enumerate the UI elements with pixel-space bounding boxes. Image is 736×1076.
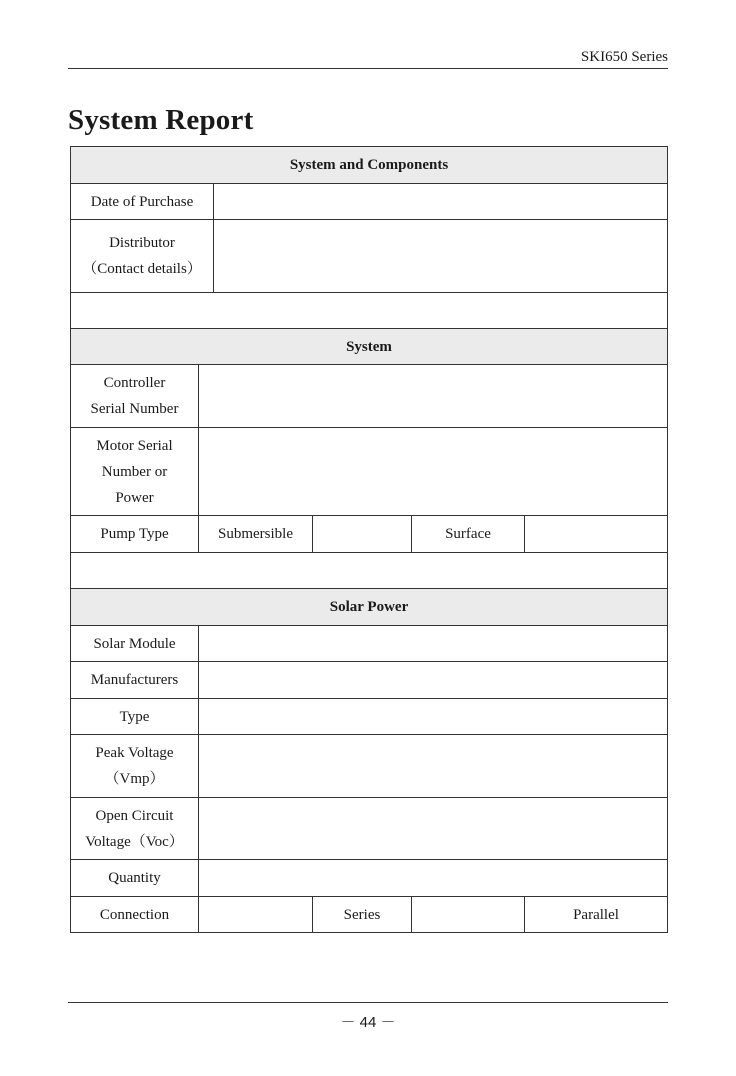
parallel-label: Parallel	[525, 897, 668, 933]
peak-voltage-label	[71, 735, 199, 798]
header-divider	[68, 68, 668, 69]
solar-module-label: Solar Module	[71, 626, 199, 662]
open-circuit-field[interactable]	[199, 798, 668, 860]
quantity-field[interactable]	[199, 860, 668, 897]
manufacturers-field[interactable]	[199, 662, 668, 699]
pump-option-surface: Surface	[412, 516, 525, 553]
series-label: Series	[313, 897, 412, 933]
distributor-field[interactable]	[214, 220, 668, 293]
distributor-label-line2: （Contact details）	[82, 261, 202, 277]
controller-label-line2: Serial Number	[90, 401, 179, 417]
spacer-row	[71, 553, 668, 589]
pump-type-label: Pump Type	[71, 516, 199, 553]
system-report-table	[70, 146, 668, 933]
section-heading-solar: Solar Power	[71, 589, 668, 626]
date-of-purchase-label: Date of Purchase	[71, 184, 214, 220]
pump-submersible-field[interactable]	[313, 516, 412, 553]
spacer-row	[71, 293, 668, 329]
motor-serial-field[interactable]	[199, 428, 668, 516]
manufacturers-label: Manufacturers	[71, 662, 199, 699]
open-circuit-label	[71, 798, 199, 860]
date-of-purchase-field[interactable]	[214, 184, 668, 220]
page-title: System Report	[68, 104, 254, 136]
section-heading-components: System and Components	[71, 147, 668, 184]
pump-surface-field[interactable]	[525, 516, 668, 553]
controller-label-line1: Controller	[103, 375, 166, 391]
peak-voltage-line1: Peak Voltage	[95, 745, 174, 761]
quantity-label: Quantity	[71, 860, 199, 897]
distributor-label-line1: Distributor	[109, 235, 175, 251]
page-number: － 44 －	[340, 1014, 396, 1031]
distributor-label	[71, 220, 214, 293]
motor-serial-label	[71, 428, 199, 516]
connection-series-field[interactable]	[199, 897, 313, 933]
motor-label-line2: Number or	[101, 463, 168, 480]
footer-divider	[68, 1002, 668, 1003]
header-series-label: SKI650 Series	[580, 49, 668, 65]
connection-label: Connection	[71, 897, 199, 933]
open-circuit-line1: Open Circuit	[95, 807, 174, 824]
motor-label-line1: Motor Serial	[96, 437, 173, 454]
connection-parallel-field[interactable]	[412, 897, 525, 933]
controller-serial-field[interactable]	[199, 365, 668, 428]
type-field[interactable]	[199, 699, 668, 735]
type-label: Type	[71, 699, 199, 735]
open-circuit-line2: Voltage（Voc）	[85, 833, 184, 850]
pump-option-submersible: Submersible	[199, 516, 313, 553]
motor-label-line3: Power	[115, 489, 154, 506]
peak-voltage-field[interactable]	[199, 735, 668, 798]
section-heading-system: System	[71, 329, 668, 365]
peak-voltage-line2: （Vmp）	[104, 771, 165, 787]
solar-module-field[interactable]	[199, 626, 668, 662]
controller-serial-label	[71, 365, 199, 428]
